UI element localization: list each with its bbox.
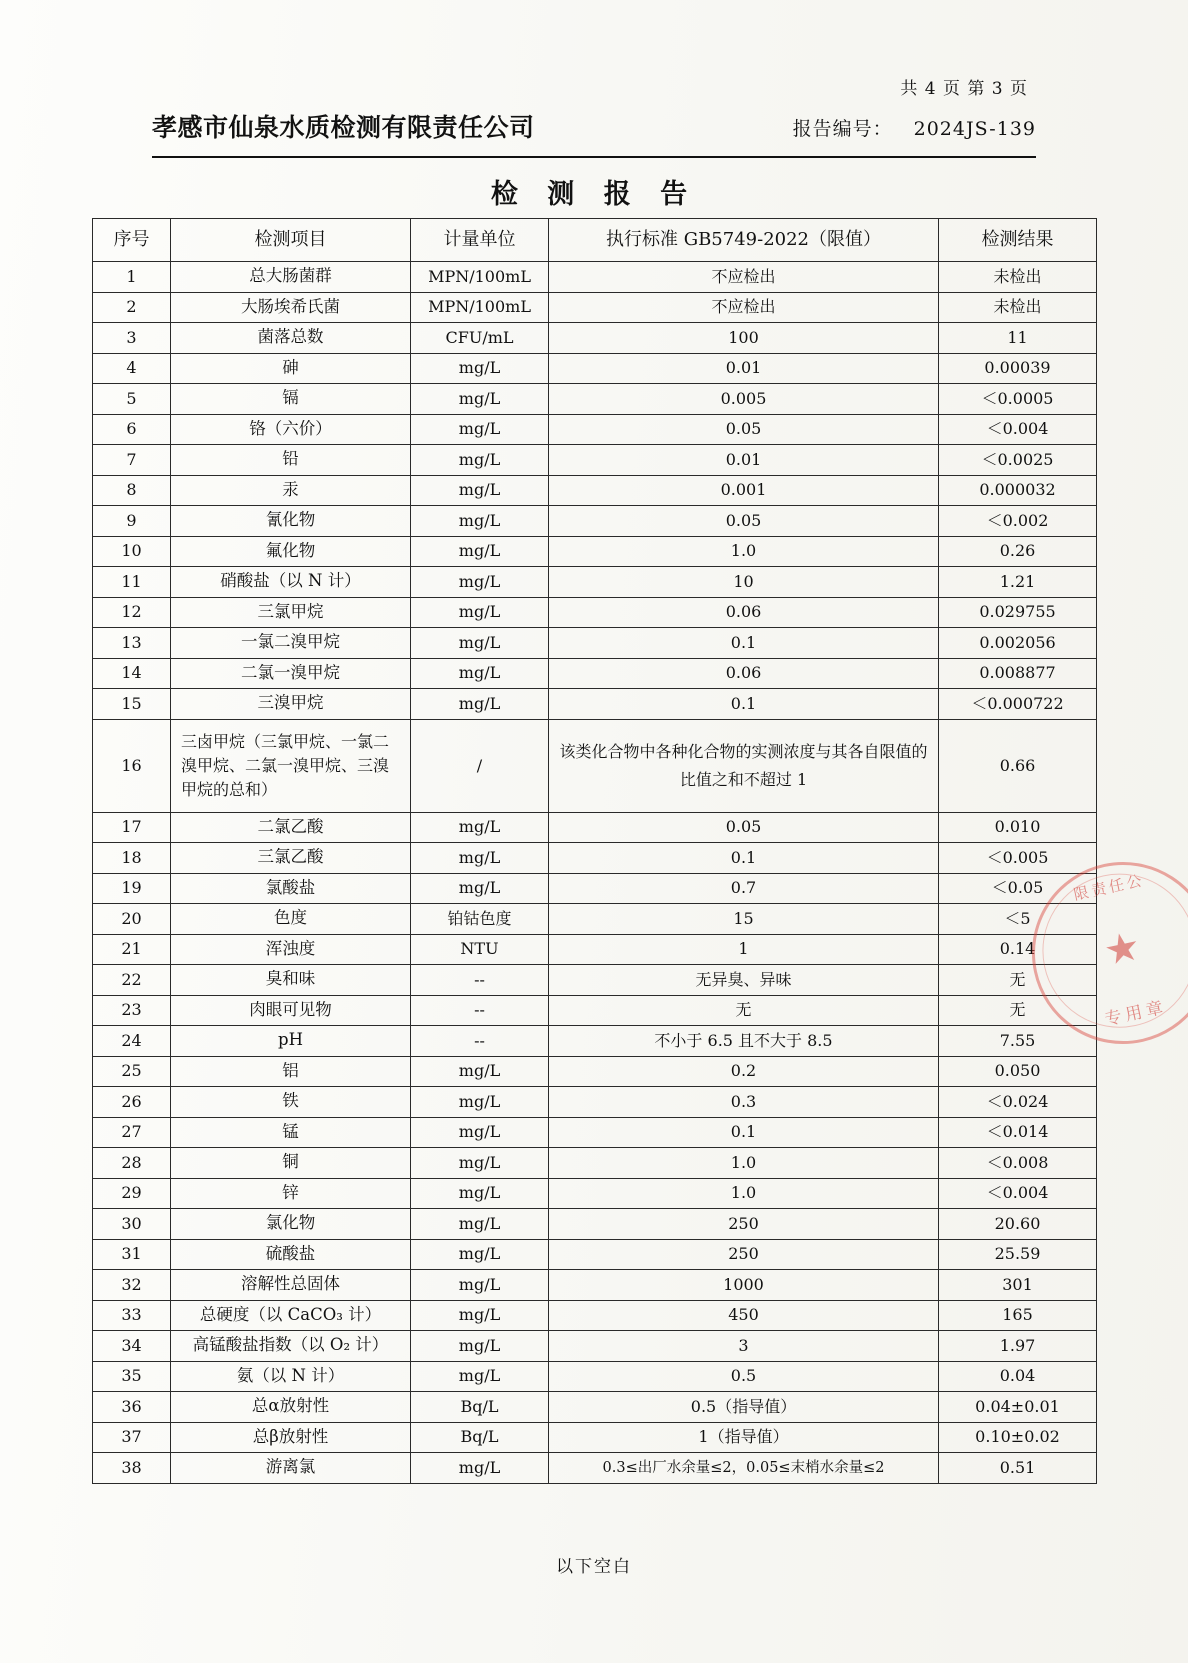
cell-no: 32: [93, 1270, 171, 1301]
cell-item: 三溴甲烷: [171, 689, 411, 720]
cell-result: ＜0.004: [939, 414, 1097, 445]
cell-result: 1.21: [939, 567, 1097, 598]
cell-result: 165: [939, 1300, 1097, 1331]
cell-no: 7: [93, 445, 171, 476]
cell-standard: 0.05: [549, 414, 939, 445]
cell-unit: mg/L: [411, 628, 549, 659]
cell-unit: mg/L: [411, 445, 549, 476]
table-row: [93, 323, 1097, 354]
cell-standard: 该类化合物中各种化合物的实测浓度与其各自限值的比值之和不超过 1: [549, 719, 939, 812]
cell-item: 铬（六价）: [171, 414, 411, 445]
cell-no: 26: [93, 1087, 171, 1118]
cell-result: 未检出: [939, 262, 1097, 293]
cell-standard: 3: [549, 1331, 939, 1362]
cell-unit: mg/L: [411, 414, 549, 445]
cell-no: 30: [93, 1209, 171, 1240]
table-row: [93, 1331, 1097, 1362]
cell-standard: 无异臭、异味: [549, 965, 939, 996]
table-header-row: [93, 219, 1097, 262]
cell-no: 3: [93, 323, 171, 354]
cell-result: 20.60: [939, 1209, 1097, 1240]
cell-standard: 250: [549, 1209, 939, 1240]
company-name: 孝感市仙泉水质检测有限责任公司: [152, 113, 535, 142]
cell-result: 25.59: [939, 1239, 1097, 1270]
cell-unit: mg/L: [411, 597, 549, 628]
cell-unit: MPN/100mL: [411, 262, 549, 293]
cell-item: 硫酸盐: [171, 1239, 411, 1270]
cell-item: 总α放射性: [171, 1392, 411, 1423]
cell-unit: mg/L: [411, 1056, 549, 1087]
cell-result: 0.51: [939, 1453, 1097, 1484]
cell-result: 0.66: [939, 719, 1097, 812]
cell-unit: /: [411, 719, 549, 812]
cell-no: 34: [93, 1331, 171, 1362]
cell-standard: 1（指导值）: [549, 1422, 939, 1453]
column-header-unit: 计量单位: [411, 219, 549, 262]
cell-unit: mg/L: [411, 1117, 549, 1148]
cell-standard: 1.0: [549, 1178, 939, 1209]
cell-unit: mg/L: [411, 873, 549, 904]
table-body: [93, 262, 1097, 1484]
cell-item: 肉眼可见物: [171, 995, 411, 1026]
table-row: [93, 1392, 1097, 1423]
cell-no: 18: [93, 843, 171, 874]
cell-unit: mg/L: [411, 843, 549, 874]
cell-result: ＜0.0025: [939, 445, 1097, 476]
table-row: [93, 843, 1097, 874]
cell-standard: 0.1: [549, 843, 939, 874]
cell-item: 镉: [171, 384, 411, 415]
cell-no: 31: [93, 1239, 171, 1270]
table-row: [93, 353, 1097, 384]
cell-unit: mg/L: [411, 384, 549, 415]
cell-unit: NTU: [411, 934, 549, 965]
cell-result: 0.14: [939, 934, 1097, 965]
cell-no: 17: [93, 812, 171, 843]
cell-unit: mg/L: [411, 1087, 549, 1118]
column-header-std: 执行标准 GB5749-2022（限值）: [549, 219, 939, 262]
cell-unit: mg/L: [411, 1361, 549, 1392]
cell-no: 5: [93, 384, 171, 415]
cell-no: 10: [93, 536, 171, 567]
cell-item: 臭和味: [171, 965, 411, 996]
cell-no: 23: [93, 995, 171, 1026]
cell-result: ＜5: [939, 904, 1097, 935]
cell-result: 0.04: [939, 1361, 1097, 1392]
cell-item: 氰化物: [171, 506, 411, 537]
cell-result: ＜0.008: [939, 1148, 1097, 1179]
cell-no: 4: [93, 353, 171, 384]
table-row: [93, 1056, 1097, 1087]
cell-standard: 0.1: [549, 1117, 939, 1148]
cell-unit: mg/L: [411, 812, 549, 843]
table-row: [93, 812, 1097, 843]
cell-standard: 0.005: [549, 384, 939, 415]
cell-no: 12: [93, 597, 171, 628]
column-header-no: 序号: [93, 219, 171, 262]
cell-result: 0.029755: [939, 597, 1097, 628]
table-row: [93, 536, 1097, 567]
cell-standard: 无: [549, 995, 939, 1026]
cell-no: 9: [93, 506, 171, 537]
table-row: [93, 1300, 1097, 1331]
cell-unit: --: [411, 1026, 549, 1057]
cell-result: 无: [939, 965, 1097, 996]
table-row: [93, 1178, 1097, 1209]
cell-item: 二氯乙酸: [171, 812, 411, 843]
cell-standard: 1.0: [549, 536, 939, 567]
cell-item: 锰: [171, 1117, 411, 1148]
cell-no: 16: [93, 719, 171, 812]
cell-standard: 0.5（指导值）: [549, 1392, 939, 1423]
cell-result: 11: [939, 323, 1097, 354]
cell-standard: 不应检出: [549, 292, 939, 323]
cell-standard: 250: [549, 1239, 939, 1270]
table-row: [93, 719, 1097, 812]
cell-standard: 0.01: [549, 353, 939, 384]
cell-item: 三氯甲烷: [171, 597, 411, 628]
table-row: [93, 965, 1097, 996]
cell-item: 三氯乙酸: [171, 843, 411, 874]
cell-unit: mg/L: [411, 1331, 549, 1362]
table-row: [93, 689, 1097, 720]
cell-result: ＜0.000722: [939, 689, 1097, 720]
cell-no: 11: [93, 567, 171, 598]
table-row: [93, 292, 1097, 323]
cell-no: 1: [93, 262, 171, 293]
seal-top-text: 限责任公: [1071, 871, 1147, 904]
table-row: [93, 1209, 1097, 1240]
table-row: [93, 506, 1097, 537]
cell-result: 无: [939, 995, 1097, 1026]
cell-item: 一氯二溴甲烷: [171, 628, 411, 659]
cell-item: 氨（以 N 计）: [171, 1361, 411, 1392]
cell-item: 氟化物: [171, 536, 411, 567]
cell-standard: 1.0: [549, 1148, 939, 1179]
cell-item: 色度: [171, 904, 411, 935]
cell-item: 高锰酸盐指数（以 O₂ 计）: [171, 1331, 411, 1362]
cell-result: 0.008877: [939, 658, 1097, 689]
cell-unit: CFU/mL: [411, 323, 549, 354]
page-indicator: 共 4 页 第 3 页: [900, 79, 1028, 99]
table-row: [93, 567, 1097, 598]
seal-bottom-text: 专用章: [1102, 997, 1169, 1030]
table-row: [93, 1148, 1097, 1179]
cell-result: ＜0.004: [939, 1178, 1097, 1209]
cell-unit: 铂钴色度: [411, 904, 549, 935]
cell-standard: 0.5: [549, 1361, 939, 1392]
cell-no: 21: [93, 934, 171, 965]
cell-result: ＜0.024: [939, 1087, 1097, 1118]
cell-unit: mg/L: [411, 658, 549, 689]
cell-result: 0.002056: [939, 628, 1097, 659]
cell-item: 浑浊度: [171, 934, 411, 965]
cell-standard: 0.05: [549, 506, 939, 537]
cell-result: 7.55: [939, 1026, 1097, 1057]
table-row: [93, 414, 1097, 445]
table-row: [93, 658, 1097, 689]
table-row: [93, 1422, 1097, 1453]
cell-item: pH: [171, 1026, 411, 1057]
cell-unit: mg/L: [411, 1178, 549, 1209]
cell-no: 15: [93, 689, 171, 720]
cell-standard: 15: [549, 904, 939, 935]
cell-result: 0.26: [939, 536, 1097, 567]
cell-unit: mg/L: [411, 1300, 549, 1331]
cell-item: 游离氯: [171, 1453, 411, 1484]
cell-item: 大肠埃希氏菌: [171, 292, 411, 323]
cell-item: 总大肠菌群: [171, 262, 411, 293]
cell-item: 铁: [171, 1087, 411, 1118]
star-icon: ★: [1099, 923, 1145, 976]
cell-result: 0.10±0.02: [939, 1422, 1097, 1453]
cell-no: 22: [93, 965, 171, 996]
cell-no: 27: [93, 1117, 171, 1148]
table-row: [93, 904, 1097, 935]
cell-no: 24: [93, 1026, 171, 1057]
cell-unit: mg/L: [411, 353, 549, 384]
footer-note: 以下空白: [556, 1557, 632, 1577]
cell-standard: 不应检出: [549, 262, 939, 293]
cell-unit: mg/L: [411, 506, 549, 537]
cell-unit: mg/L: [411, 1148, 549, 1179]
cell-result: ＜0.005: [939, 843, 1097, 874]
cell-item: 总β放射性: [171, 1422, 411, 1453]
cell-item: 三卤甲烷（三氯甲烷、一氯二溴甲烷、二氯一溴甲烷、三溴甲烷的总和）: [171, 719, 411, 812]
cell-standard: 0.06: [549, 597, 939, 628]
cell-standard: 450: [549, 1300, 939, 1331]
cell-unit: --: [411, 965, 549, 996]
cell-no: 8: [93, 475, 171, 506]
cell-result: 1.97: [939, 1331, 1097, 1362]
table-row: [93, 934, 1097, 965]
cell-unit: mg/L: [411, 1270, 549, 1301]
cell-no: 29: [93, 1178, 171, 1209]
table-row: [93, 1117, 1097, 1148]
cell-no: 28: [93, 1148, 171, 1179]
cell-item: 铝: [171, 1056, 411, 1087]
cell-no: 37: [93, 1422, 171, 1453]
cell-unit: mg/L: [411, 1239, 549, 1270]
cell-no: 36: [93, 1392, 171, 1423]
cell-standard: 1000: [549, 1270, 939, 1301]
table-row: [93, 1087, 1097, 1118]
header-divider: [152, 156, 1036, 158]
cell-result: ＜0.014: [939, 1117, 1097, 1148]
table-row: [93, 262, 1097, 293]
cell-standard: 0.3: [549, 1087, 939, 1118]
cell-standard: 100: [549, 323, 939, 354]
cell-standard: 10: [549, 567, 939, 598]
document-header: [152, 108, 1036, 144]
cell-no: 33: [93, 1300, 171, 1331]
page-title: 检 测 报 告: [490, 179, 698, 210]
cell-unit: mg/L: [411, 1453, 549, 1484]
cell-result: 0.000032: [939, 475, 1097, 506]
cell-result: ＜0.05: [939, 873, 1097, 904]
cell-unit: Bq/L: [411, 1392, 549, 1423]
cell-no: 2: [93, 292, 171, 323]
cell-result: 0.010: [939, 812, 1097, 843]
table-row: [93, 628, 1097, 659]
cell-result: 0.00039: [939, 353, 1097, 384]
cell-unit: mg/L: [411, 1209, 549, 1240]
cell-standard: 0.001: [549, 475, 939, 506]
cell-result: 未检出: [939, 292, 1097, 323]
cell-result: 301: [939, 1270, 1097, 1301]
table-row: [93, 995, 1097, 1026]
cell-standard: 1: [549, 934, 939, 965]
cell-no: 14: [93, 658, 171, 689]
table-row: [93, 1239, 1097, 1270]
cell-standard: 不小于 6.5 且不大于 8.5: [549, 1026, 939, 1057]
table-row: [93, 384, 1097, 415]
cell-standard: 0.2: [549, 1056, 939, 1087]
column-header-item: 检测项目: [171, 219, 411, 262]
cell-no: 13: [93, 628, 171, 659]
column-header-result: 检测结果: [939, 219, 1097, 262]
cell-item: 锌: [171, 1178, 411, 1209]
report-number: [793, 114, 1036, 144]
cell-unit: mg/L: [411, 536, 549, 567]
cell-unit: Bq/L: [411, 1422, 549, 1453]
table-row: [93, 475, 1097, 506]
report-number-label: 报告编号：: [792, 118, 893, 140]
cell-no: 20: [93, 904, 171, 935]
test-results-table: [92, 218, 1097, 1484]
cell-item: 汞: [171, 475, 411, 506]
report-number-value: 2024JS-139: [913, 118, 1036, 140]
cell-item: 硝酸盐（以 N 计）: [171, 567, 411, 598]
cell-standard: 0.06: [549, 658, 939, 689]
cell-item: 铅: [171, 445, 411, 476]
cell-item: 二氯一溴甲烷: [171, 658, 411, 689]
cell-result: 0.050: [939, 1056, 1097, 1087]
cell-unit: MPN/100mL: [411, 292, 549, 323]
cell-item: 溶解性总固体: [171, 1270, 411, 1301]
table-row: [93, 597, 1097, 628]
cell-item: 总硬度（以 CaCO₃ 计）: [171, 1300, 411, 1331]
cell-no: 6: [93, 414, 171, 445]
table-row: [93, 1026, 1097, 1057]
cell-item: 氯酸盐: [171, 873, 411, 904]
cell-unit: mg/L: [411, 689, 549, 720]
cell-standard: 0.05: [549, 812, 939, 843]
cell-result: ＜0.002: [939, 506, 1097, 537]
table-row: [93, 1270, 1097, 1301]
cell-standard: 0.3≤出厂水余量≤2，0.05≤末梢水余量≤2: [549, 1453, 939, 1484]
cell-standard: 0.1: [549, 628, 939, 659]
cell-no: 25: [93, 1056, 171, 1087]
cell-item: 菌落总数: [171, 323, 411, 354]
table-row: [93, 1453, 1097, 1484]
table-row: [93, 873, 1097, 904]
cell-item: 铜: [171, 1148, 411, 1179]
table-row: [93, 445, 1097, 476]
cell-no: 19: [93, 873, 171, 904]
cell-standard: 0.7: [549, 873, 939, 904]
cell-item: 氯化物: [171, 1209, 411, 1240]
cell-result: ＜0.0005: [939, 384, 1097, 415]
cell-item: 砷: [171, 353, 411, 384]
cell-unit: --: [411, 995, 549, 1026]
cell-result: 0.04±0.01: [939, 1392, 1097, 1423]
cell-standard: 0.1: [549, 689, 939, 720]
table-row: [93, 1361, 1097, 1392]
cell-unit: mg/L: [411, 475, 549, 506]
cell-unit: mg/L: [411, 567, 549, 598]
cell-no: 38: [93, 1453, 171, 1484]
cell-no: 35: [93, 1361, 171, 1392]
cell-standard: 0.01: [549, 445, 939, 476]
